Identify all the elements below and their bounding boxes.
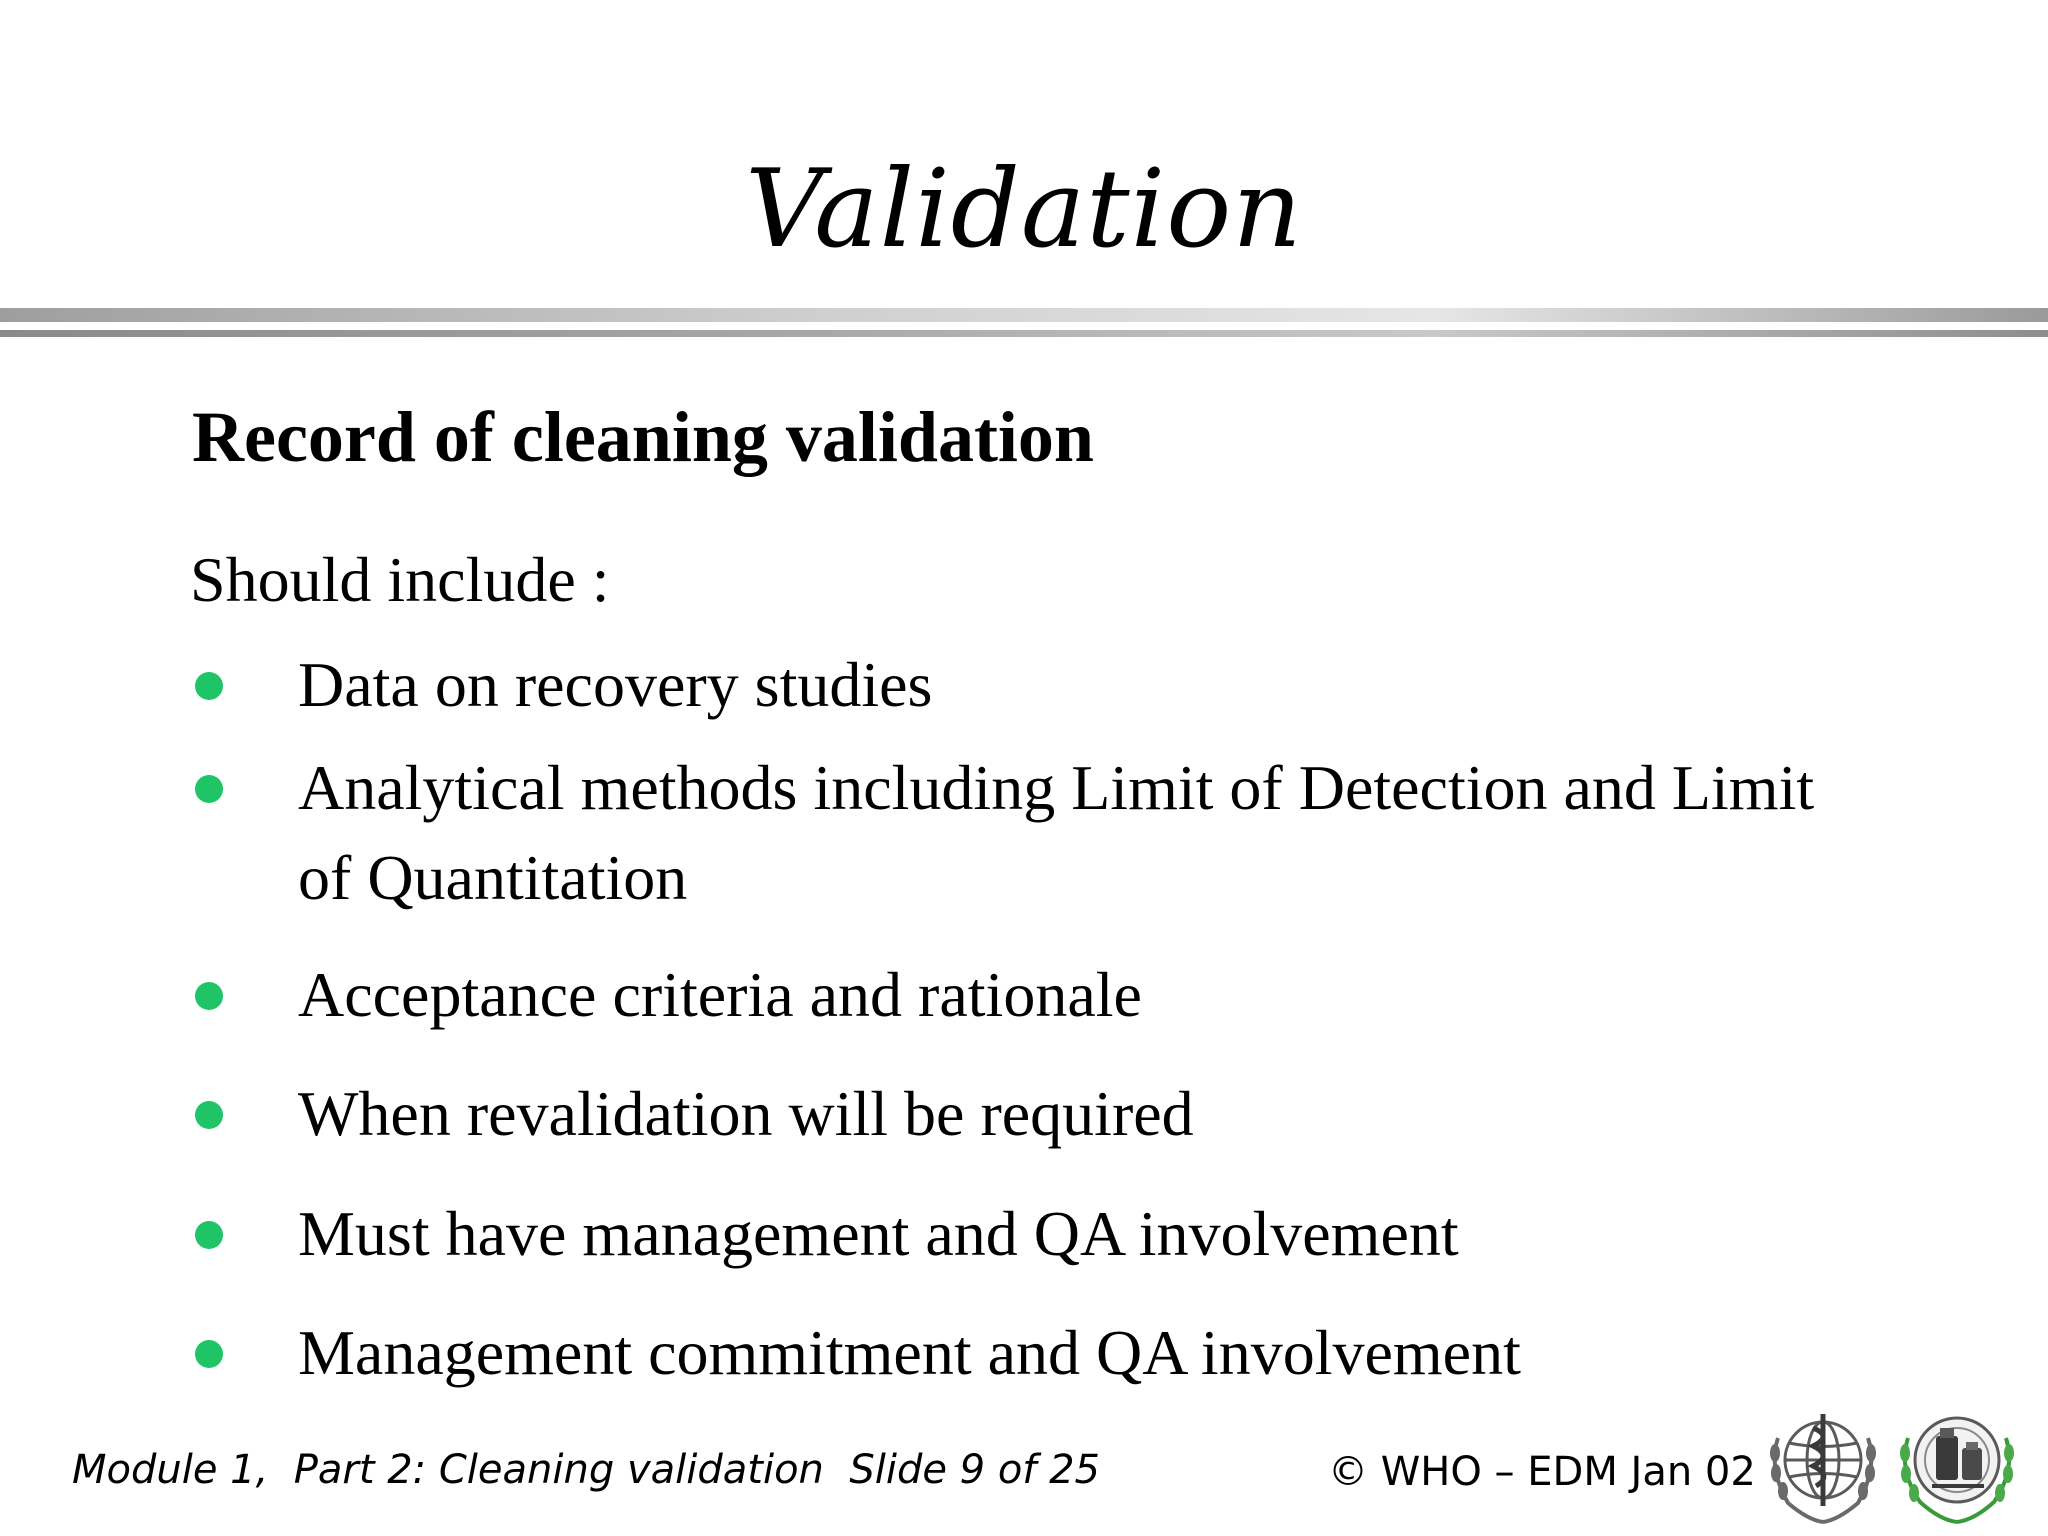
intro-text: Should include : — [190, 544, 610, 615]
section-heading: Record of cleaning validation — [192, 397, 1094, 477]
bullet-text: Acceptance criteria and rationale — [298, 959, 1142, 1030]
footer-module-info: Module 1, Part 2: Cleaning validation Slide 9 of 25 — [72, 1447, 1100, 1493]
bullet-text: Data on recovery studies — [298, 649, 933, 720]
bullet-text: When revalidation will be required — [298, 1078, 1194, 1149]
title-divider-bottom — [0, 330, 2048, 337]
bullet-dot-icon — [195, 1101, 223, 1129]
bullet-text: Management commitment and QA involvement — [298, 1317, 1521, 1388]
who-emblem-icon — [1758, 1398, 1888, 1528]
slide-title: Validation — [745, 147, 1303, 272]
bullet-dot-icon — [195, 982, 223, 1010]
bullet-dot-icon — [195, 672, 223, 700]
bullet-dot-icon — [195, 1340, 223, 1368]
title-divider-top — [0, 308, 2048, 322]
footer-copyright: © WHO – EDM Jan 02 — [1328, 1449, 1756, 1495]
bullet-text: Analytical methods including Limit of Detection and Limit of Quantitation — [298, 752, 1815, 913]
bullet-text: Must have management and QA involvement — [298, 1198, 1459, 1269]
bullet-dot-icon — [195, 1221, 223, 1249]
edm-emblem-icon — [1892, 1398, 2022, 1528]
bullet-dot-icon — [195, 775, 223, 803]
